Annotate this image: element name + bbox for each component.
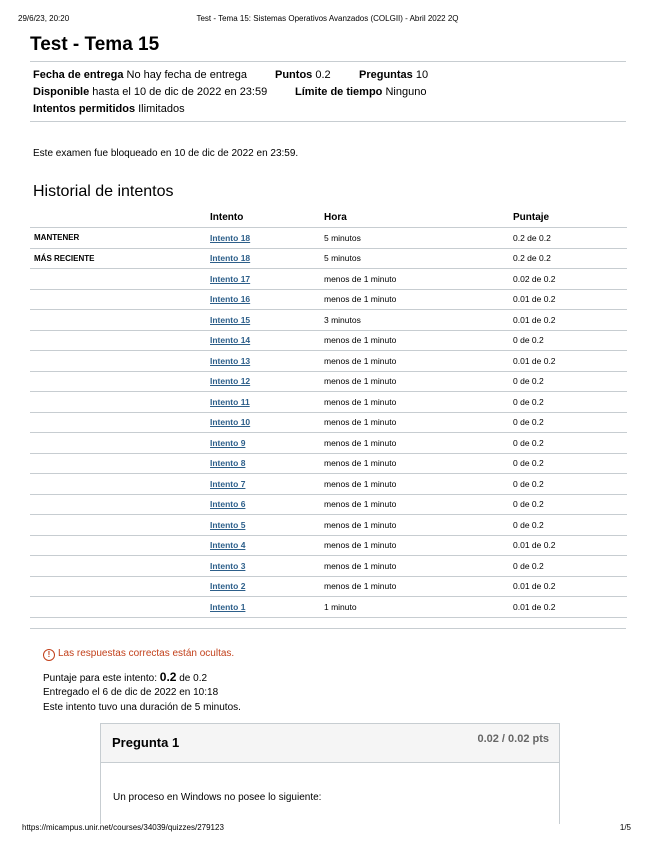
questions-detail (359, 69, 428, 81)
due-value: No hay fecha de entrega (126, 69, 248, 81)
attempt-time: menos de 1 minuto (324, 535, 513, 556)
attempts-detail (33, 103, 185, 115)
table-row (30, 597, 627, 618)
attempt-score: 0 de 0.2 (513, 556, 627, 577)
attempt-score: 0.02 de 0.2 (513, 269, 627, 290)
attempt-time: menos de 1 minuto (324, 453, 513, 474)
attempt-score: 0.01 de 0.2 (513, 535, 627, 556)
table-row (30, 494, 627, 515)
attempts-value: Ilimitados (138, 103, 185, 115)
attempt-link[interactable]: Intento 2 (210, 581, 246, 592)
table-row (30, 310, 627, 331)
attempt-cell (210, 269, 324, 290)
attempt-tag: MANTENER (30, 228, 210, 249)
attempt-score: 0 de 0.2 (513, 371, 627, 392)
question-header (101, 724, 559, 763)
attempt-link[interactable]: Intento 4 (210, 540, 246, 551)
attempt-tag (30, 556, 210, 577)
time-limit-detail (295, 86, 426, 98)
attempt-link[interactable]: Intento 1 (210, 601, 246, 612)
page-url: https://micampus.unir.net/courses/34039/quizzes/279123 (22, 823, 224, 832)
page-number: 1/5 (619, 823, 631, 832)
attempts-label: Intentos permitidos (33, 103, 136, 115)
answers-hidden-text: Las respuestas correctas están ocultas. (58, 648, 235, 659)
column-header (30, 207, 210, 228)
attempt-tag (30, 474, 210, 495)
attempt-cell (210, 392, 324, 413)
question-card (100, 723, 560, 824)
attempt-time: menos de 1 minuto (324, 576, 513, 597)
print-date: 29/6/23, 20:20 (18, 14, 70, 23)
attempt-score: 0 de 0.2 (513, 412, 627, 433)
attempt-cell (210, 289, 324, 310)
column-header: Intento (210, 207, 324, 228)
attempt-cell (210, 371, 324, 392)
attempt-cell (210, 351, 324, 372)
attempt-history-body (30, 228, 627, 618)
attempt-score: 0.01 de 0.2 (513, 597, 627, 618)
time-limit-label: Límite de tiempo (295, 86, 383, 98)
attempt-link[interactable]: Intento 7 (210, 478, 246, 489)
attempt-time: 5 minutos (324, 228, 513, 249)
attempt-tag (30, 597, 210, 618)
table-row (30, 228, 627, 249)
attempt-score: 0 de 0.2 (513, 392, 627, 413)
attempt-tag (30, 494, 210, 515)
available-value: hasta el 10 de dic de 2022 en 23:59 (92, 86, 268, 98)
table-row (30, 433, 627, 454)
attempt-time: 3 minutos (324, 310, 513, 331)
divider (30, 628, 626, 629)
attempt-cell (210, 310, 324, 331)
attempt-time: menos de 1 minuto (324, 392, 513, 413)
attempt-link[interactable]: Intento 9 (210, 437, 246, 448)
attempt-tag (30, 515, 210, 536)
attempt-tag (30, 433, 210, 454)
attempt-score: 0 de 0.2 (513, 494, 627, 515)
attempt-tag (30, 330, 210, 351)
attempt-time: menos de 1 minuto (324, 556, 513, 577)
attempt-link[interactable]: Intento 8 (210, 458, 246, 469)
attempt-link[interactable]: Intento 13 (210, 355, 251, 366)
attempt-link[interactable]: Intento 16 (210, 294, 251, 305)
print-footer (22, 823, 631, 835)
attempt-link[interactable]: Intento 15 (210, 314, 251, 325)
attempt-tag (30, 371, 210, 392)
table-row (30, 269, 627, 290)
attempt-score: 0 de 0.2 (513, 474, 627, 495)
submitted-date: Entregado el 6 de dic de 2022 en 10:18 (43, 687, 219, 698)
questions-label: Preguntas (359, 69, 413, 81)
attempt-score: 0.01 de 0.2 (513, 310, 627, 331)
attempt-link[interactable]: Intento 17 (210, 273, 251, 284)
attempt-score: 0.01 de 0.2 (513, 351, 627, 372)
questions-value: 10 (415, 69, 429, 81)
attempt-tag (30, 310, 210, 331)
attempt-time: menos de 1 minuto (324, 330, 513, 351)
attempt-time: menos de 1 minuto (324, 351, 513, 372)
attempt-tag (30, 453, 210, 474)
attempt-tag (30, 269, 210, 290)
column-header: Puntaje (513, 207, 627, 228)
table-row (30, 289, 627, 310)
attempt-history-table (30, 207, 627, 618)
table-row (30, 474, 627, 495)
print-header (18, 14, 637, 26)
attempt-cell (210, 248, 324, 269)
history-title: Historial de intentos (33, 183, 174, 200)
page-title: Test - Tema 15 (30, 34, 160, 55)
table-row (30, 556, 627, 577)
attempt-time: menos de 1 minuto (324, 515, 513, 536)
table-row (30, 535, 627, 556)
table-row (30, 392, 627, 413)
points-detail (275, 69, 331, 81)
attempt-cell (210, 515, 324, 536)
available-detail (33, 86, 267, 98)
question-text: Un proceso en Windows no posee lo siguiente: (113, 792, 322, 803)
attempt-tag (30, 289, 210, 310)
score-value: 0.2 (159, 670, 177, 684)
attempt-cell (210, 576, 324, 597)
points-label: Puntos (275, 69, 313, 81)
attempt-cell (210, 556, 324, 577)
attempt-score: 0.01 de 0.2 (513, 289, 627, 310)
attempt-cell (210, 597, 324, 618)
column-header: Hora (324, 207, 513, 228)
attempt-link[interactable]: Intento 10 (210, 417, 251, 428)
attempt-score: 0 de 0.2 (513, 433, 627, 454)
table-row (30, 371, 627, 392)
attempt-score: 0 de 0.2 (513, 330, 627, 351)
divider (30, 121, 626, 122)
score-prefix: Puntaje para este intento: (43, 673, 157, 684)
table-row (30, 330, 627, 351)
attempt-time: menos de 1 minuto (324, 433, 513, 454)
attempt-link[interactable]: Intento 11 (210, 396, 250, 407)
attempt-score: 0 de 0.2 (513, 515, 627, 536)
points-value: 0.2 (315, 69, 331, 81)
attempt-tag (30, 412, 210, 433)
table-row (30, 515, 627, 536)
table-row (30, 412, 627, 433)
attempt-time: menos de 1 minuto (324, 494, 513, 515)
question-name: Pregunta 1 (112, 735, 180, 750)
attempt-duration: Este intento tuvo una duración de 5 minutos. (43, 702, 241, 713)
attempt-cell (210, 412, 324, 433)
attempt-score (43, 670, 207, 684)
attempt-time: menos de 1 minuto (324, 371, 513, 392)
alert-icon: ! (43, 649, 55, 661)
attempt-link[interactable]: Intento 5 (210, 519, 246, 530)
attempt-score: 0.2 de 0.2 (513, 248, 627, 269)
table-header-row (30, 207, 627, 228)
attempt-cell (210, 228, 324, 249)
attempt-link[interactable]: Intento 14 (210, 335, 251, 346)
attempt-cell (210, 433, 324, 454)
attempt-score: 0.2 de 0.2 (513, 228, 627, 249)
print-title: Test - Tema 15: Sistemas Operativos Avanzados (COLGII) - Abril 2022 2Q (196, 14, 459, 23)
attempt-time: menos de 1 minuto (324, 474, 513, 495)
attempt-cell (210, 474, 324, 495)
divider (30, 61, 626, 62)
attempt-time: menos de 1 minuto (324, 269, 513, 290)
table-row (30, 248, 627, 269)
attempt-time: 5 minutos (324, 248, 513, 269)
attempt-time: menos de 1 minuto (324, 412, 513, 433)
due-label: Fecha de entrega (33, 69, 124, 81)
table-row (30, 576, 627, 597)
attempt-score: 0 de 0.2 (513, 453, 627, 474)
attempt-link[interactable]: Intento 12 (210, 376, 251, 387)
answers-hidden-warning (43, 648, 234, 661)
attempt-time: menos de 1 minuto (324, 289, 513, 310)
attempt-tag (30, 535, 210, 556)
time-limit-value: Ninguno (385, 86, 427, 98)
attempt-tag (30, 392, 210, 413)
attempt-link[interactable]: Intento 3 (210, 560, 246, 571)
attempt-cell (210, 535, 324, 556)
attempt-cell (210, 330, 324, 351)
score-suffix: de 0.2 (179, 673, 208, 684)
attempt-link[interactable]: Intento 6 (210, 499, 246, 510)
lock-message: Este examen fue bloqueado en 10 de dic de 2022 en 23:59. (33, 148, 299, 159)
table-row (30, 453, 627, 474)
attempt-time: 1 minuto (324, 597, 513, 618)
attempt-link[interactable]: Intento 18 (210, 232, 251, 243)
attempt-cell (210, 494, 324, 515)
question-points: 0.02 / 0.02 pts (477, 733, 549, 745)
attempt-tag (30, 351, 210, 372)
attempt-tag (30, 576, 210, 597)
attempt-tag: MÁS RECIENTE (30, 248, 210, 269)
available-label: Disponible (33, 86, 90, 98)
table-row (30, 351, 627, 372)
quiz-details-row-1 (33, 69, 247, 81)
attempt-cell (210, 453, 324, 474)
attempt-link[interactable]: Intento 18 (210, 253, 251, 264)
attempt-score: 0.01 de 0.2 (513, 576, 627, 597)
